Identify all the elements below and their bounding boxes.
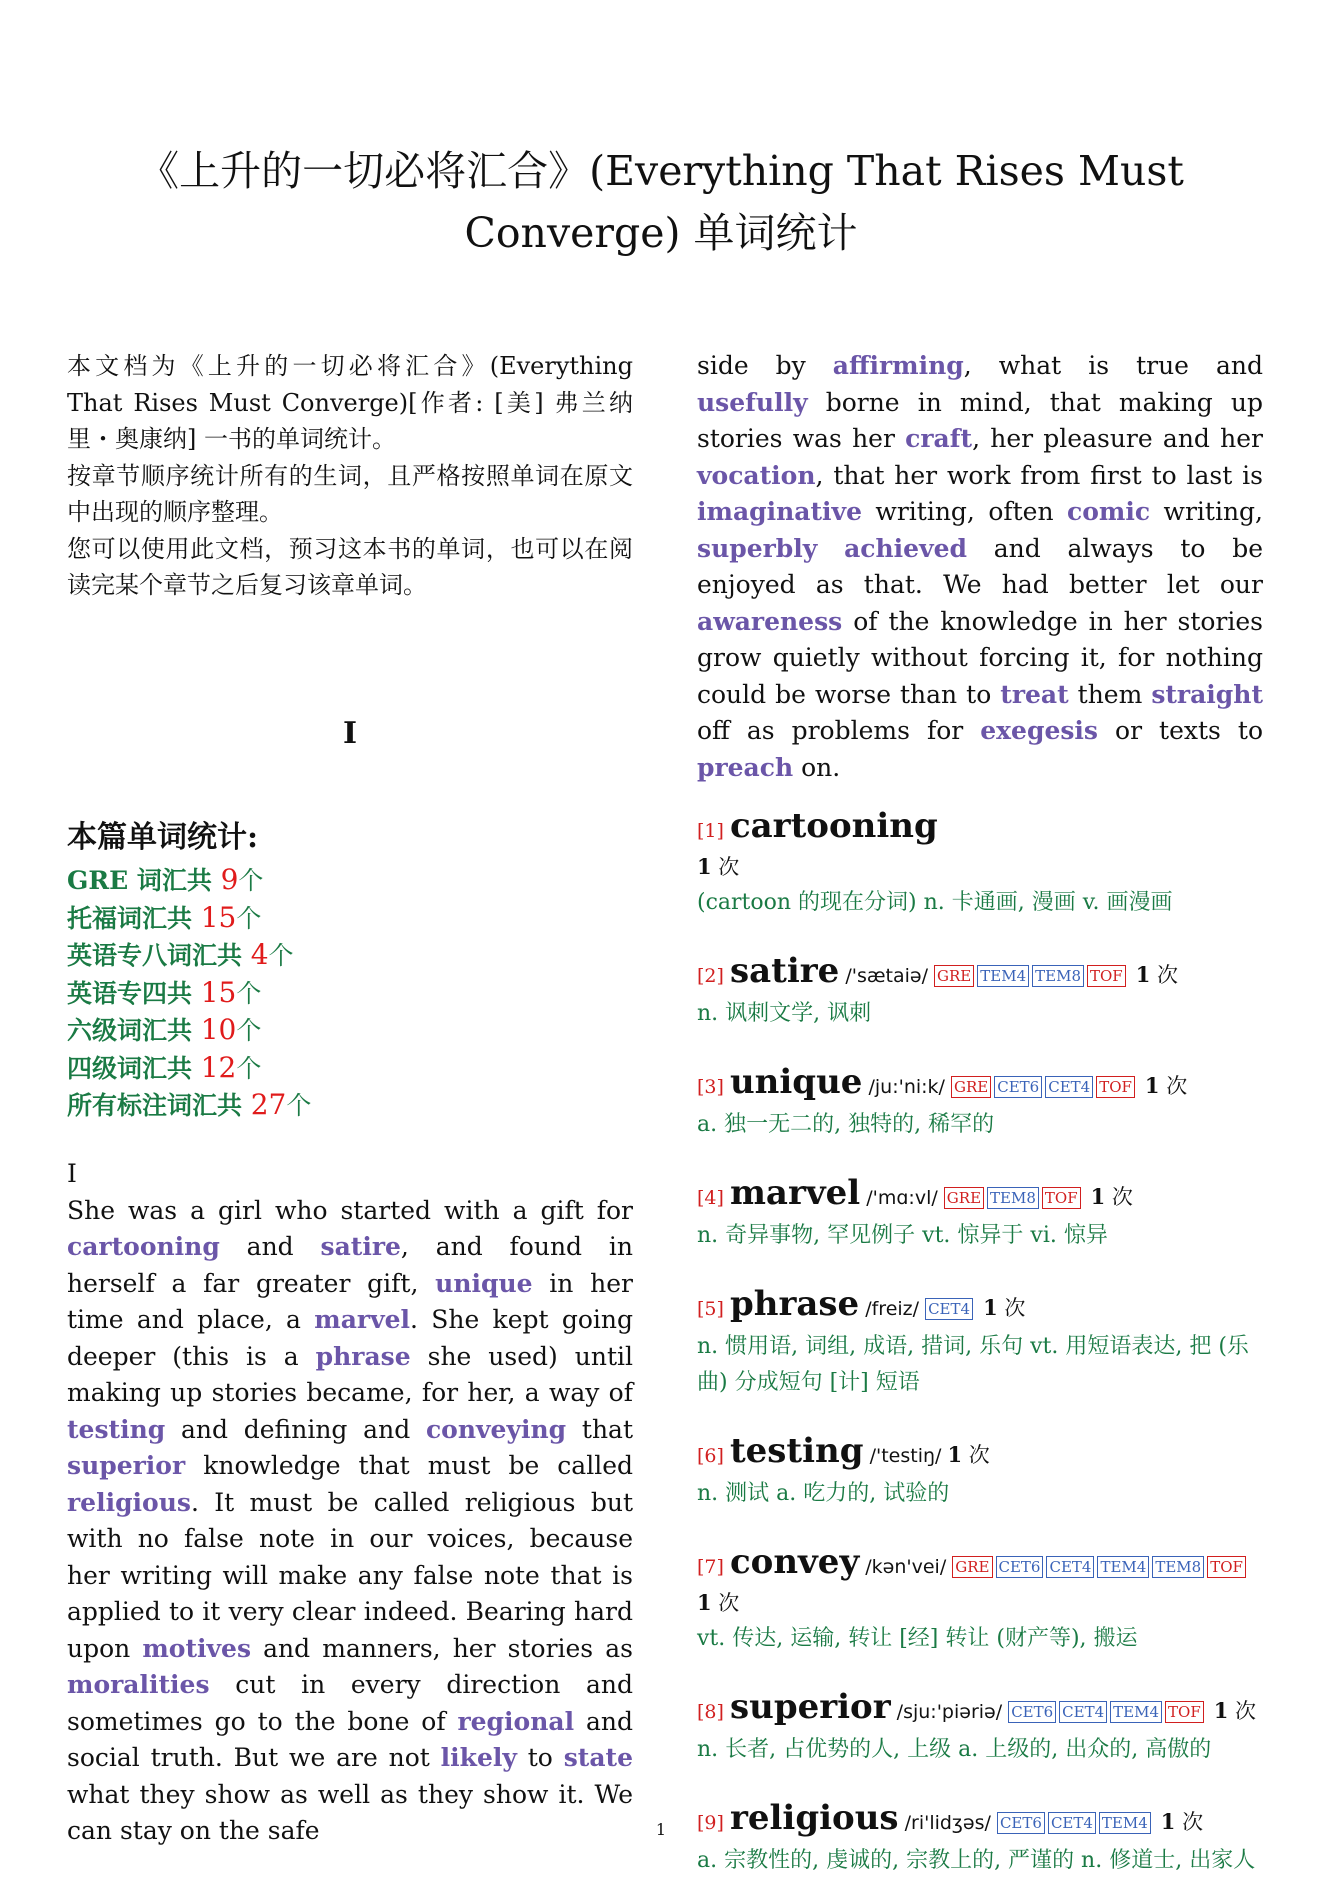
entry-count [1214,1699,1256,1723]
entry-head [697,1062,1263,1107]
entry-definition: n. 长者, 占优势的人, 上级 a. 上级的, 出众的, 高傲的 [697,1737,1212,1762]
highlighted-word: imaginative [697,497,862,526]
left-column [67,348,633,1845]
passage-text: . She kept going deeper (this is a [67,1305,633,1371]
count-unit: 次 [1159,1074,1188,1098]
entry-word: phrase [729,1284,860,1324]
highlighted-word: motives [142,1633,252,1663]
exam-tag: CET4 [1059,1701,1107,1723]
highlighted-word: testing [67,1414,166,1444]
entry-phonetic: /'mɑ:vl/ [860,1187,944,1209]
chapter-heading: I [342,716,358,751]
count-unit: 次 [997,1296,1026,1320]
passage-text: she used) until making up stories became, for her, a way of [67,1341,633,1407]
entry-phonetic: /ri'lidʒəs/ [898,1812,997,1834]
passage-left [67,1156,633,1850]
highlighted-word: awareness [697,606,843,636]
stat-count: 27 [250,1088,287,1121]
highlighted-word: exegesis [980,716,1098,745]
stat-unit: 个 [236,978,262,1008]
entry-phonetic: /sju:'piəriə/ [890,1701,1009,1723]
exam-tag: TEM4 [1110,1701,1162,1723]
passage-text: and defining and [165,1414,426,1444]
highlighted-word: moralities [67,1670,210,1699]
exam-tag: CET6 [997,1812,1045,1834]
vocab-entry [697,1284,1263,1401]
count-line [697,1587,1263,1621]
exam-tag: CET4 [1048,1812,1096,1834]
right-column [697,348,1263,1879]
stat-count: 15 [200,900,237,934]
entry-head [697,951,1263,996]
entry-index: [4] [697,1187,730,1209]
highlighted-word: superbly [697,533,818,563]
entry-head [697,1173,1263,1218]
stat-unit: 个 [236,1053,262,1083]
stat-count: 10 [200,1013,237,1046]
exam-tag: TOF [1087,965,1126,987]
count-number: 1 [1160,1809,1176,1834]
stat-count: 9 [220,863,239,896]
intro [67,348,633,604]
highlighted-word: treat [1000,679,1069,709]
vocab-entry [697,1062,1263,1143]
exam-tag: GRE [951,1076,991,1098]
entry-count [983,1296,1025,1320]
entry-index: [2] [697,965,730,987]
highlighted-word: usefully [697,387,808,417]
entry-definition: n. 讽刺文学, 讽刺 [697,1001,872,1026]
count-number: 1 [1213,1698,1229,1723]
count-number: 1 [1144,1073,1160,1098]
highlighted-word: craft [905,424,973,453]
highlighted-word: vocation [697,460,816,490]
entry-index: [9] [697,1812,730,1834]
count-unit: 次 [1175,1810,1204,1834]
highlighted-word: cartooning [67,1232,220,1261]
passage-chapter-label: I [67,1159,77,1188]
exam-tag: TOF [1042,1187,1081,1209]
count-unit: 次 [962,1443,990,1467]
entry-definition: a. 宗教性的, 虔诚的, 宗教上的, 严谨的 n. 修道士, 出家人 [697,1848,1256,1873]
stat-line [67,900,633,938]
highlighted-word: affirming [832,351,964,380]
exam-tag: CET6 [994,1076,1042,1098]
exam-tag: GRE [934,965,974,987]
entry-index: [1] [697,820,730,842]
count-number: 1 [947,1442,963,1467]
exam-tag: TEM8 [1032,965,1084,987]
passage-text: and social truth. But we are not [67,1706,633,1772]
stat-unit: 个 [286,1091,312,1120]
stat-label: 四级词汇共 [67,1053,201,1083]
stat-unit: 个 [236,903,262,933]
exam-tag: CET4 [925,1298,973,1320]
passage-text: knowledge that must be called [185,1451,633,1480]
passage-text: cut in every direction and sometimes go to the bone of [67,1670,633,1736]
word-stats [67,818,633,1125]
entry-head [697,1284,1263,1329]
entry-index: [8] [697,1701,730,1723]
exam-tag: TEM8 [987,1187,1039,1209]
exam-tag: CET6 [996,1556,1044,1578]
highlighted-word: phrase [315,1341,411,1371]
entry-phonetic: /ju:'ni:k/ [862,1076,951,1098]
entry-phonetic: /'testiŋ/ [863,1445,948,1467]
stat-count: 4 [250,938,269,971]
stats-title: 本篇单词统计: [67,820,259,855]
count-number: 1 [1135,962,1151,987]
entry-definition: a. 独一无二的, 独特的, 稀罕的 [697,1112,995,1137]
vocabulary-entries [697,806,1263,1879]
stat-unit: 个 [238,866,264,895]
passage-text: off as problems for [697,716,981,745]
count-unit: 次 [1150,963,1179,987]
stat-line [67,1087,633,1125]
passage-text [817,534,844,563]
count-number: 1 [697,854,712,879]
entry-index: [5] [697,1298,730,1320]
highlighted-word: marvel [314,1305,411,1334]
entry-head [697,1687,1263,1732]
exam-tag: TEM4 [1099,1812,1151,1834]
passage-text: on. [793,752,841,782]
passage-text: and manners, her stories as [251,1633,633,1663]
passage-text: and [219,1232,321,1261]
count-number: 1 [983,1295,998,1320]
exam-tag: TOF [1207,1556,1246,1578]
stats-lines [67,862,633,1125]
passage-text: writing, [1150,497,1263,526]
stat-line [67,937,633,975]
stat-label: 英语专四共 [67,978,201,1008]
highlighted-word: comic [1067,497,1151,526]
stat-line [67,862,633,900]
exam-tag: CET4 [1046,1556,1094,1578]
highlighted-word: straight [1151,679,1264,709]
entry-count [697,1591,739,1615]
exam-tag: TEM8 [1152,1556,1204,1578]
vocab-entry [697,806,1263,921]
stat-label: GRE 词汇共 [67,866,221,895]
stat-unit: 个 [268,941,294,970]
entry-definition: vt. 传达, 运输, 转让 [经] 转让 (财产等), 搬运 [697,1626,1138,1651]
passage-text: of the knowledge in her stories grow quietly without forcing it, for nothing could be worse than to [697,606,1263,709]
entry-count [1145,1074,1187,1098]
exam-tag: GRE [944,1187,984,1209]
exam-tag: GRE [952,1556,992,1578]
stat-line [67,1050,633,1088]
entry-word: satire [729,951,840,991]
entry-word: superior [729,1687,891,1727]
highlighted-word: superior [67,1451,186,1480]
vocab-entry [697,1542,1263,1657]
passage-text: to [516,1743,564,1772]
highlighted-word: preach [697,752,794,782]
entry-index: [6] [697,1445,730,1467]
stat-label: 英语专八词汇共 [67,941,251,970]
intro-paragraph: 本文档为《上升的一切必将汇合》(Everything That Rises Must Converge)[作者: [美] 弗兰纳里・奥康纳] 一书的单词统计。 [67,352,633,453]
vocab-entry [697,951,1263,1032]
stat-label: 六级词汇共 [67,1016,201,1045]
stat-label: 所有标注词汇共 [67,1091,251,1120]
entry-word: convey [729,1542,860,1582]
passage-text: or texts to [1098,716,1263,745]
entry-phonetic: /kən'vei/ [859,1556,953,1578]
passage-text: . It must be called religious but with no false note in our voices, because her writing will make any false note that is applied to it very clear indeed. Bearing hard upon [67,1487,633,1663]
entry-definition: n. 测试 a. 吃力的, 试验的 [697,1481,950,1506]
passage-text: , her pleasure and her [972,424,1263,453]
passage-text: that [566,1414,633,1444]
passage-text: She was a girl who started with a gift for [67,1195,633,1225]
count-unit: 次 [1228,1699,1257,1723]
entry-count [1091,1185,1133,1209]
exam-tag: CET6 [1008,1701,1056,1723]
entry-count [697,855,739,879]
passage-text: side by [697,351,833,380]
passage-text: them [1068,679,1152,709]
intro-paragraph: 您可以使用此文档，预习这本书的单词，也可以在阅读完某个章节之后复习该章单词。 [67,534,633,599]
document-title: 《上升的一切必将汇合》(Everything That Rises Must Converge) 单词统计 [138,147,1184,257]
highlighted-word: unique [435,1268,533,1298]
vocab-entry [697,1431,1263,1512]
stat-label: 托福词汇共 [67,903,201,933]
count-unit: 次 [711,1591,740,1615]
highlighted-word: regional [457,1706,575,1736]
entry-count [947,1443,989,1467]
highlighted-word: conveying [425,1414,567,1444]
passage-text: , that her work from first to last is [815,460,1263,490]
entry-word: unique [729,1062,863,1102]
exam-tag: CET4 [1045,1076,1093,1098]
entry-head [697,1431,1263,1476]
count-unit: 次 [711,855,740,879]
count-number: 1 [697,1590,712,1615]
page-number: 1 [655,1820,667,1839]
passage-text: and always to be enjoyed as that. We had better let our [697,533,1263,599]
passage-right-text [697,348,1263,786]
exam-tag: TEM4 [1097,1556,1149,1578]
count-line [697,851,1263,885]
exam-tag: TOF [1096,1076,1135,1098]
exam-tag: TOF [1165,1701,1204,1723]
highlighted-word: likely [440,1743,517,1772]
entry-definition: (cartoon 的现在分词) n. 卡通画, 漫画 v. 画漫画 [697,890,1173,915]
stat-line [67,1012,633,1050]
highlighted-word: satire [320,1232,401,1261]
entry-word: marvel [729,1173,861,1213]
entry-phonetic: /freiz/ [859,1298,926,1320]
count-unit: 次 [1105,1185,1133,1209]
passage-text: what they show as well as they show it. We can stay on the safe [67,1779,633,1845]
entry-head [697,806,1263,851]
passage-left-text [67,1193,633,1850]
entry-word: testing [729,1431,864,1471]
stat-count: 15 [200,975,237,1009]
entry-count [1136,963,1178,987]
passage-text: , and found in herself a far greater gift, [67,1232,633,1298]
entry-definition: n. 惯用语, 词组, 成语, 措词, 乐句 vt. 用短语表达, 把 (乐曲) 分成短句 [计] 短语 [697,1334,1249,1395]
passage-text: writing, often [861,497,1068,526]
highlighted-word: state [563,1743,633,1772]
stat-unit: 个 [236,1016,262,1045]
entry-definition: n. 奇异事物, 罕见例子 vt. 惊异于 vi. 惊异 [697,1223,1108,1248]
entry-word: cartooning [729,806,938,846]
stat-count: 12 [200,1050,237,1084]
stat-line [67,975,633,1013]
vocab-entry [697,1687,1263,1768]
intro-paragraph: 按章节顺序统计所有的生词，且严格按照单词在原文中出现的顺序整理。 [67,461,633,526]
entry-word: religious [729,1798,899,1838]
passage-text: , what is true and [963,351,1263,380]
count-number: 1 [1090,1184,1106,1209]
highlighted-word: religious [67,1487,191,1517]
entry-index: [3] [697,1076,730,1098]
entry-head [697,1542,1263,1587]
vocab-entry [697,1173,1263,1254]
highlighted-word: achieved [844,533,967,563]
passage-text: borne in mind, that making up stories was her [697,387,1263,453]
entry-index: [7] [697,1556,730,1578]
exam-tag: TEM4 [977,965,1029,987]
entry-phonetic: /'sætaiə/ [839,965,935,987]
passage-text: in her time and place, a [67,1268,633,1334]
